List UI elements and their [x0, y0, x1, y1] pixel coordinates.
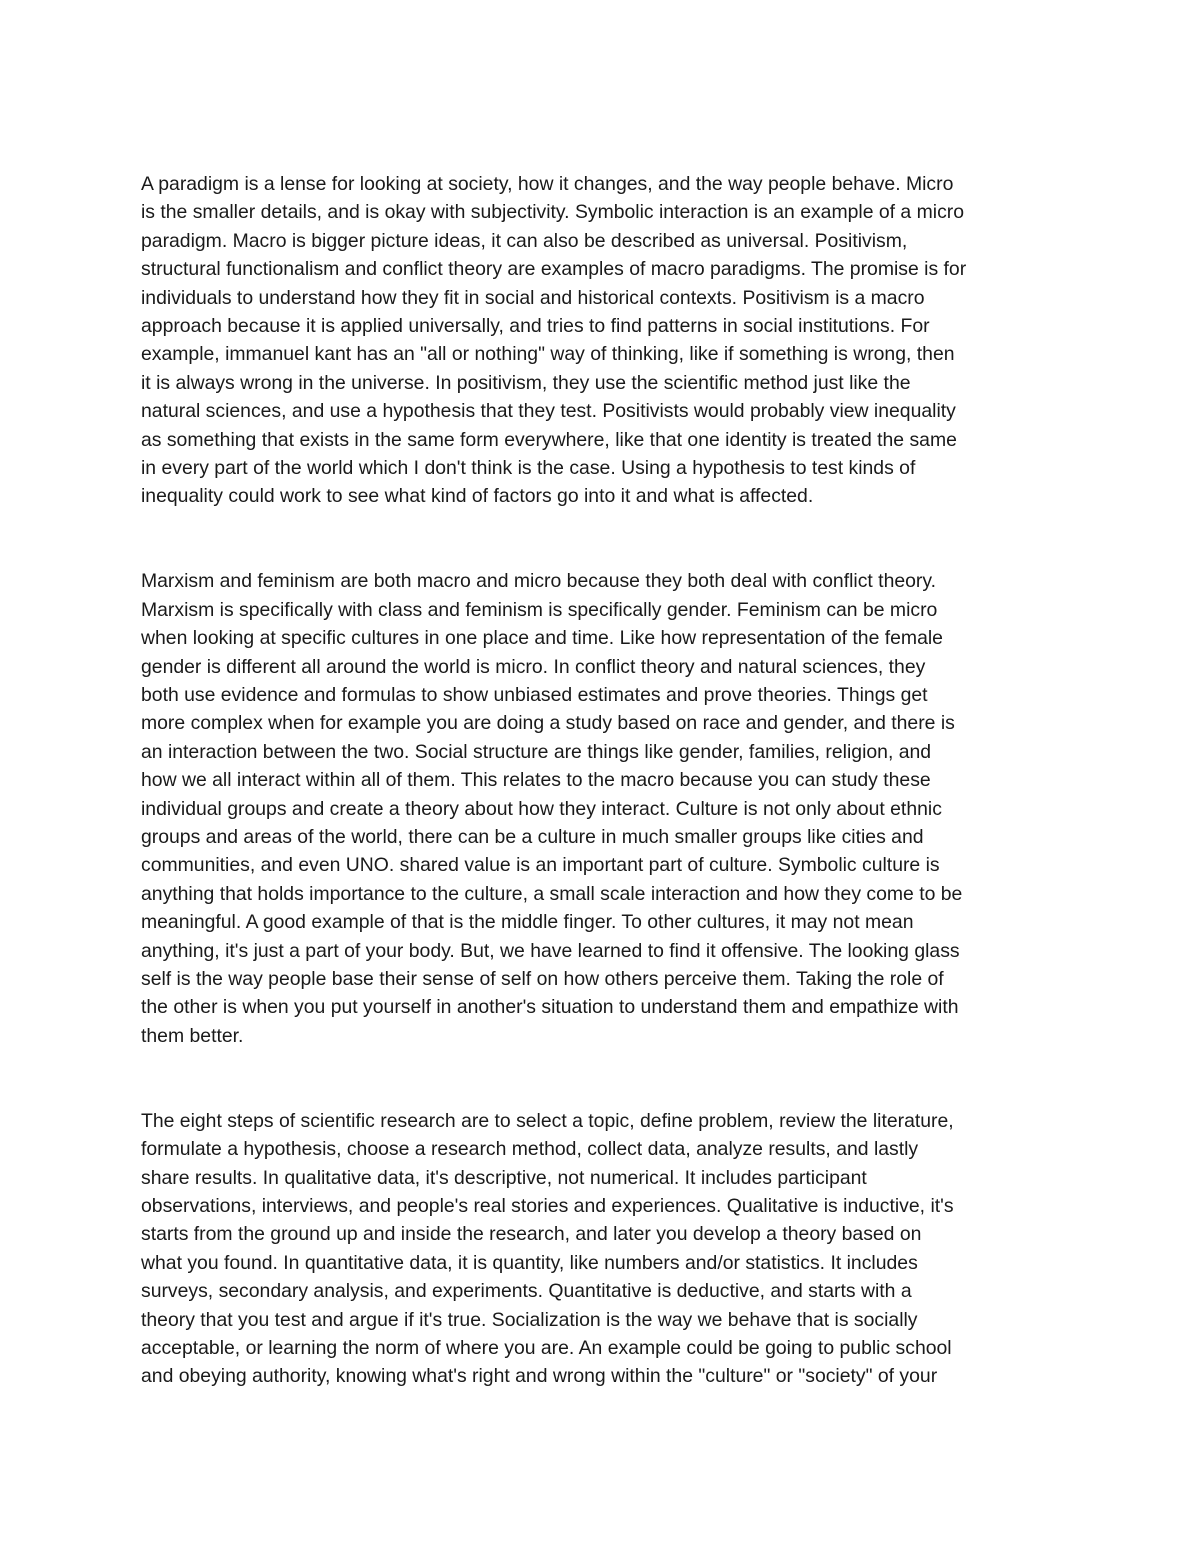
- text-line: The eight steps of scientific research are to select a topic, define problem, review the literature,: [141, 1109, 954, 1132]
- text-line: both use evidence and formulas to show unbiased estimates and prove theories. Things get: [141, 684, 928, 707]
- text-line: what you found. In quantitative data, it is quantity, like numbers and/or statistics. It includes: [141, 1251, 918, 1274]
- text-line: the other is when you put yourself in another's situation to understand them and empathize with: [141, 996, 959, 1019]
- text-line: in every part of the world which I don't think is the case. Using a hypothesis to test kinds of: [141, 456, 916, 479]
- text-line: Marxism is specifically with class and feminism is specifically gender. Feminism can be micro: [141, 598, 938, 621]
- text-line: is the smaller details, and is okay with subjectivity. Symbolic interaction is an example of a micro: [141, 201, 965, 224]
- text-line: more complex when for example you are doing a study based on race and gender, and there is: [141, 712, 955, 735]
- text-line: A paradigm is a lense for looking at society, how it changes, and the way people behave. Micro: [141, 173, 954, 195]
- text-line: natural sciences, and use a hypothesis that they test. Positivists would probably view inequality: [141, 400, 956, 423]
- document-body: [141, 170, 1071, 1391]
- text-line: example, immanuel kant has an "all or nothing" way of thinking, like if something is wrong, then: [141, 343, 955, 366]
- paragraph-spacer: [141, 511, 1071, 568]
- text-line: anything, it's just a part of your body. But, we have learned to find it offensive. The looking glass: [141, 939, 960, 962]
- text-line: inequality could work to see what kind of factors go into it and what is affected.: [141, 485, 814, 508]
- text-line: theory that you test and argue if it's true. Socialization is the way we behave that is socially: [141, 1308, 918, 1331]
- text-line: approach because it is applied universally, and tries to find patterns in social institutions. For: [141, 314, 930, 337]
- text-line: meaningful. A good example of that is the middle finger. To other cultures, it may not mean: [141, 911, 914, 934]
- text-line: when looking at specific cultures in one place and time. Like how representation of the female: [141, 627, 943, 650]
- text-line: starts from the ground up and inside the research, and later you develop a theory based on: [141, 1223, 922, 1246]
- text-line: an interaction between the two. Social structure are things like gender, families, religion, and: [141, 740, 932, 763]
- text-line: as something that exists in the same form everywhere, like that one identity is treated the same: [141, 428, 957, 451]
- text-line: surveys, secondary analysis, and experiments. Quantitative is deductive, and starts with a: [141, 1280, 912, 1303]
- text-line: share results. In qualitative data, it's descriptive, not numerical. It includes participant: [141, 1166, 867, 1189]
- paragraph-spacer: [141, 1050, 1071, 1107]
- text-line: paradigm. Macro is bigger picture ideas, it can also be described as universal. Positivism,: [141, 229, 908, 252]
- text-line: individuals to understand how they fit in social and historical contexts. Positivism is a macro: [141, 286, 925, 309]
- text-line: anything that holds importance to the culture, a small scale interaction and how they come to be: [141, 882, 963, 905]
- text-line: and obeying authority, knowing what's right and wrong within the "culture" or "society" of your: [141, 1365, 938, 1388]
- text-line: acceptable, or learning the norm of where you are. An example could be going to public school: [141, 1337, 952, 1360]
- text-line: formulate a hypothesis, choose a research method, collect data, analyze results, and lastly: [141, 1138, 919, 1161]
- text-line: structural functionalism and conflict theory are examples of macro paradigms. The promise is for: [141, 258, 967, 281]
- paragraph-marxism-feminism: [141, 567, 1071, 1050]
- paragraph-paradigms: [141, 170, 1071, 511]
- text-line: groups and areas of the world, there can be a culture in much smaller groups like cities and: [141, 826, 924, 848]
- text-line: individual groups and create a theory about how they interact. Culture is not only about ethnic: [141, 797, 942, 820]
- paragraph-scientific-research: [141, 1107, 1071, 1391]
- text-line: gender is different all around the world is micro. In conflict theory and natural sciences, they: [141, 655, 926, 678]
- text-line: it is always wrong in the universe. In positivism, they use the scientific method just like the: [141, 371, 911, 394]
- text-line: Marxism and feminism are both macro and micro because they both deal with conflict theory.: [141, 570, 937, 593]
- text-line: self is the way people base their sense of self on how others perceive them. Taking the role of: [141, 967, 944, 990]
- text-line: communities, and even UNO. shared value is an important part of culture. Symbolic culture is: [141, 854, 940, 877]
- text-line: observations, interviews, and people's real stories and experiences. Qualitative is inductive, it's: [141, 1195, 954, 1218]
- text-line: them better.: [141, 1024, 244, 1047]
- text-line: how we all interact within all of them. This relates to the macro because you can study these: [141, 769, 931, 792]
